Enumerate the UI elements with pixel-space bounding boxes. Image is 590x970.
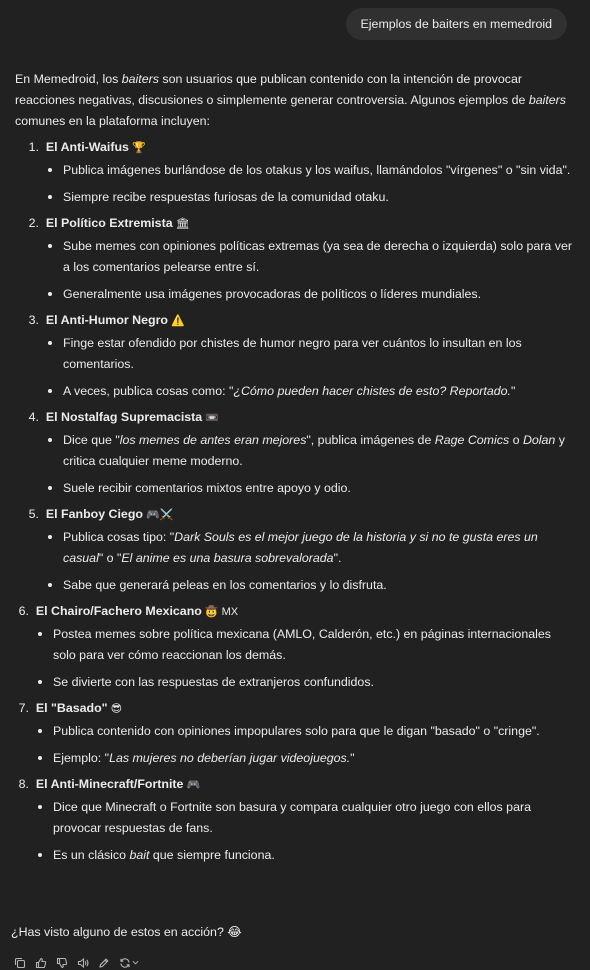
- list-item: [10, 699, 575, 769]
- list-item: [15, 408, 575, 499]
- intro-em-1: baiters: [121, 72, 159, 86]
- bullet: Finge estar ofendido por chistes de humor negro para ver cuántos lo insultan en los comentarios.: [15, 333, 575, 375]
- bullet: Publica imágenes burlándose de los otakus y los waifus, llamándolos "vírgenes" o "sin vida".: [15, 160, 575, 181]
- bullet: Ejemplo: "Las mujeres no deberían jugar videojuegos.": [10, 748, 575, 769]
- list-item: [10, 775, 575, 866]
- item-heading: 6. El Chairo/Fachero Mexicano 🤠 MX: [10, 602, 575, 620]
- item-title: El Político Extremista: [45, 216, 173, 230]
- list-item: [10, 602, 575, 693]
- user-message-text: Ejemplos de baiters en memedroid: [360, 17, 552, 31]
- item-heading: 4. El Nostalfag Supremacista 📼: [15, 408, 575, 426]
- message-actions-bar: [13, 956, 140, 969]
- item-title: El Chairo/Fachero Mexicano: [35, 604, 202, 618]
- list-item: [15, 311, 575, 402]
- gamepad-swords-icon: 🎮⚔️: [145, 509, 174, 521]
- bullet: Publica cosas tipo: "Dark Souls es el mejor juego de la historia y si no te gusta eres un casual" o "El anime es una basura sobrevalorada".: [15, 527, 575, 569]
- list-item: [15, 505, 575, 596]
- edit-icon[interactable]: [97, 956, 110, 969]
- bullet: Es un clásico bait que siempre funciona.: [10, 845, 575, 866]
- list-item: [15, 138, 575, 208]
- intro-text-2: son usuarios que publican contenido con la intención de provocar reacciones negativas, discusiones o simplemente generar controversia. Algunos ejemplos de: [15, 72, 529, 107]
- thumbs-down-icon[interactable]: [55, 956, 68, 969]
- gamepad-icon: 🎮: [186, 779, 201, 791]
- speaker-icon[interactable]: [76, 956, 89, 969]
- cowboy-flag-icon: 🤠 MX: [204, 606, 239, 618]
- trophy-icon: 🏆: [131, 142, 146, 154]
- item-title: El Anti-Waifus: [45, 140, 129, 154]
- classical-building-icon: 🏛: [175, 218, 190, 230]
- item-heading: 3. El Anti-Humor Negro ⚠️: [15, 311, 575, 329]
- bullet: Siempre recibe respuestas furiosas de la comunidad otaku.: [15, 187, 575, 208]
- thumbs-up-icon[interactable]: [34, 956, 47, 969]
- regenerate-icon[interactable]: [118, 956, 140, 969]
- intro-paragraph: [15, 69, 575, 132]
- bullet: Publica contenido con opiniones impopulares solo para que le digan "basado" o "cringe".: [10, 721, 575, 742]
- closing-question: ¿Has visto alguno de estos en acción? 😂: [11, 925, 242, 939]
- bullet: Suele recibir comentarios mixtos entre apoyo y odio.: [15, 478, 575, 499]
- intro-text-1: En Memedroid, los: [15, 72, 122, 86]
- bullet: Sabe que generará peleas en los comentarios y lo disfruta.: [15, 575, 575, 596]
- item-title: El Nostalfag Supremacista: [45, 410, 203, 424]
- item-heading: 8. El Anti-Minecraft/Fortnite 🎮: [10, 775, 575, 793]
- baiter-list: [15, 138, 575, 866]
- user-message-bubble: [346, 8, 567, 40]
- item-heading: 7. El "Basado" 😎: [10, 699, 575, 717]
- bullet: Postea memes sobre política mexicana (AMLO, Calderón, etc.) en páginas internacionales solo para ver cómo reaccionan los demás.: [10, 624, 575, 666]
- bullet: Sube memes con opiniones políticas extremas (ya sea de derecha o izquierda) solo para ver a los comentarios pelearse entre sí.: [15, 236, 575, 278]
- intro-em-2: baiters: [528, 93, 567, 107]
- sunglasses-face-icon: 😎: [110, 703, 123, 715]
- item-title: El Anti-Humor Negro: [45, 313, 168, 327]
- item-title: El Fanboy Ciego: [45, 507, 143, 521]
- bullet: Dice que "los memes de antes eran mejores", publica imágenes de Rage Comics o Dolan y critica cualquier meme moderno.: [15, 430, 575, 472]
- bullet: Se divierte con las respuestas de extranjeros confundidos.: [10, 672, 575, 693]
- bullet: Generalmente usa imágenes provocadoras de políticos o líderes mundiales.: [15, 284, 575, 305]
- item-heading: 2. El Político Extremista 🏛: [15, 214, 575, 232]
- bullet: Dice que Minecraft o Fortnite son basura y compara cualquier otro juego con ellos para provocar respuestas de fans.: [10, 797, 575, 839]
- item-title: El Anti-Minecraft/Fortnite: [35, 777, 184, 791]
- copy-icon[interactable]: [13, 956, 26, 969]
- list-item: [15, 214, 575, 305]
- bullet: A veces, publica cosas como: "¿Cómo pueden hacer chistes de esto? Reportado.": [15, 381, 575, 402]
- item-heading: 1. El Anti-Waifus 🏆: [15, 138, 575, 156]
- item-title: El "Basado": [35, 701, 108, 715]
- assistant-message: [15, 69, 575, 872]
- videocassette-icon: 📼: [205, 412, 219, 424]
- item-heading: 5. El Fanboy Ciego 🎮⚔️: [15, 505, 575, 523]
- warning-icon: ⚠️: [170, 315, 185, 327]
- intro-text-3: comunes en la plataforma incluyen:: [15, 114, 210, 128]
